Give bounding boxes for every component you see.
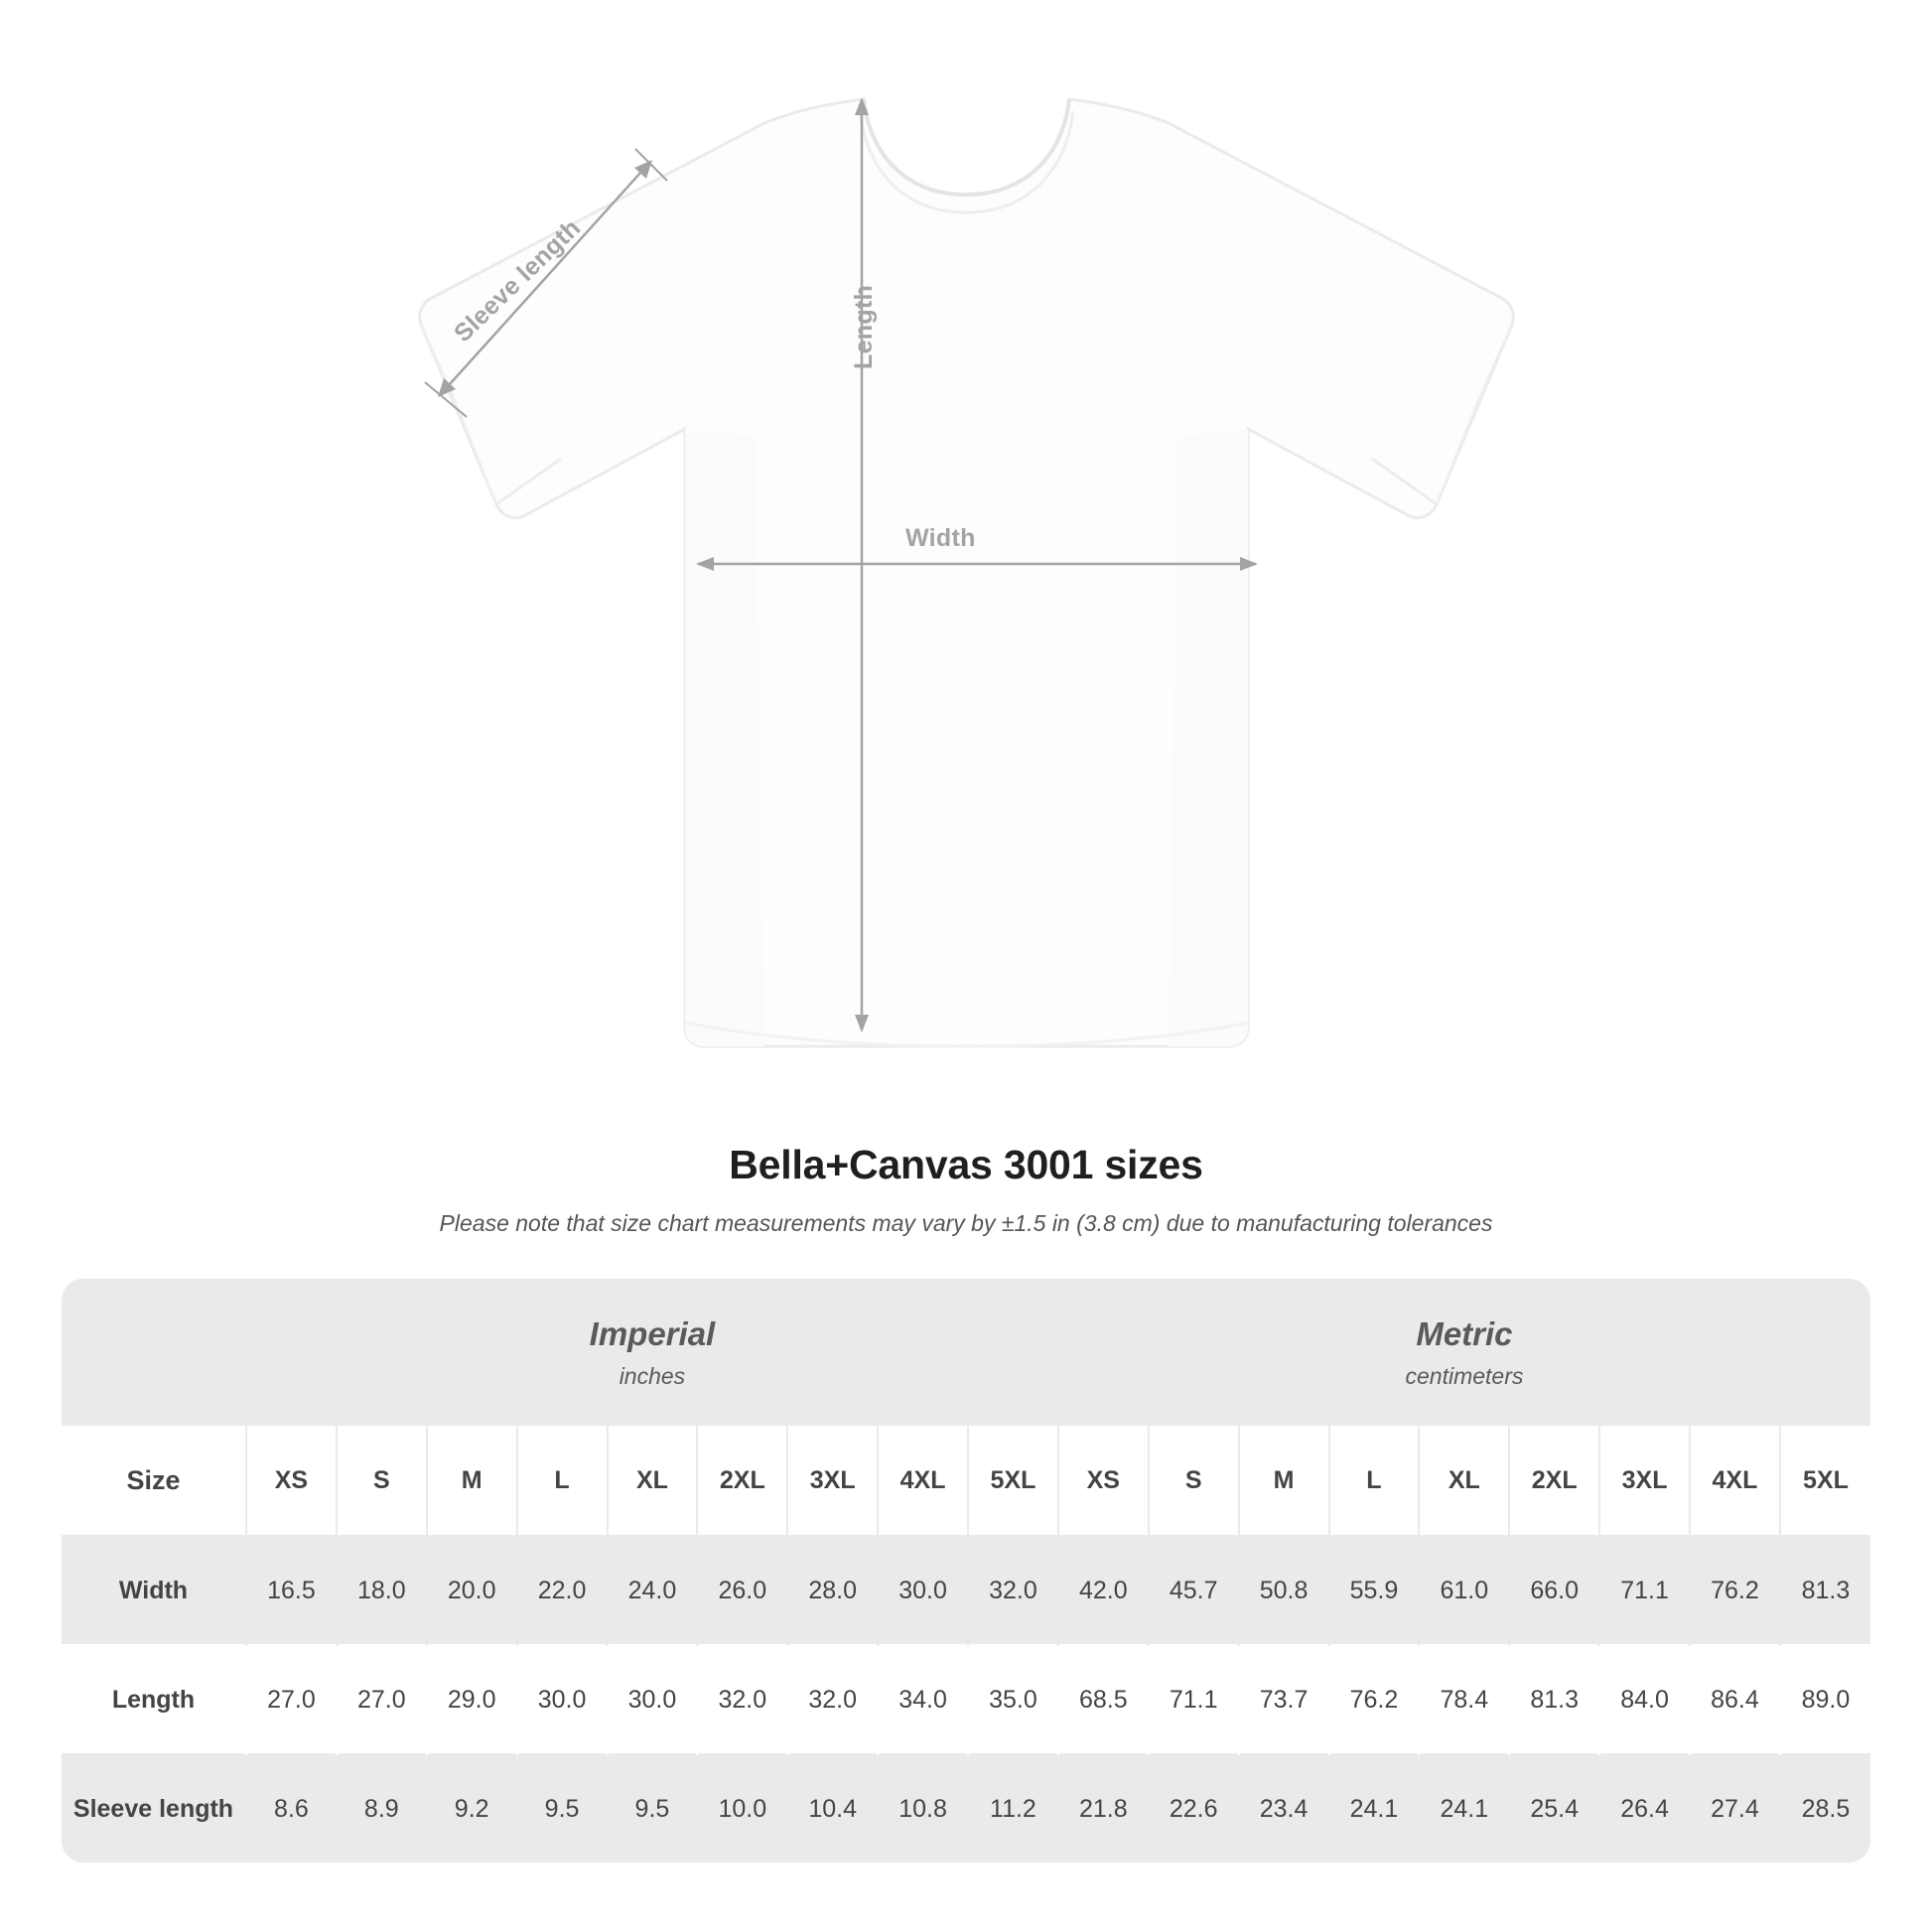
size-column-header: XS xyxy=(246,1426,337,1536)
table-row xyxy=(62,1536,1870,1645)
size-column-header: M xyxy=(1239,1426,1329,1536)
measurement-cell: 68.5 xyxy=(1058,1645,1149,1754)
measurement-cell: 20.0 xyxy=(427,1536,517,1645)
measurement-cell: 35.0 xyxy=(968,1645,1058,1754)
measurement-cell: 78.4 xyxy=(1419,1645,1509,1754)
measurement-cell: 16.5 xyxy=(246,1536,337,1645)
measurement-cell: 73.7 xyxy=(1239,1645,1329,1754)
page-title: Bella+Canvas 3001 sizes xyxy=(729,1142,1203,1187)
size-chart-table xyxy=(62,1279,1870,1863)
row-label: Width xyxy=(62,1536,246,1645)
measurement-cell: 30.0 xyxy=(517,1645,608,1754)
size-column-header: XL xyxy=(1419,1426,1509,1536)
measurement-cell: 24.1 xyxy=(1419,1754,1509,1863)
measurement-cell: 18.0 xyxy=(337,1536,427,1645)
measurement-cell: 24.1 xyxy=(1329,1754,1420,1863)
size-column-header: 4XL xyxy=(878,1426,968,1536)
unit-header-spacer xyxy=(62,1279,246,1426)
measurement-cell: 76.2 xyxy=(1329,1645,1420,1754)
measurement-cell: 81.3 xyxy=(1780,1536,1870,1645)
measurement-cell: 9.2 xyxy=(427,1754,517,1863)
size-column-header: L xyxy=(1329,1426,1420,1536)
size-column-header: 5XL xyxy=(1780,1426,1870,1536)
measurement-cell: 30.0 xyxy=(878,1536,968,1645)
size-column-header: XS xyxy=(1058,1426,1149,1536)
measurement-cell: 61.0 xyxy=(1419,1536,1509,1645)
measurement-cell: 8.6 xyxy=(246,1754,337,1863)
row-label: Length xyxy=(62,1645,246,1754)
measurement-cell: 42.0 xyxy=(1058,1536,1149,1645)
measurement-cell: 25.4 xyxy=(1509,1754,1599,1863)
size-column-header: 3XL xyxy=(1599,1426,1690,1536)
measurement-cell: 34.0 xyxy=(878,1645,968,1754)
measurement-cell: 22.6 xyxy=(1149,1754,1239,1863)
measurement-cell: 32.0 xyxy=(697,1645,787,1754)
unit-group-name: Metric xyxy=(1416,1314,1513,1352)
size-column-header: 2XL xyxy=(697,1426,787,1536)
measurement-cell: 26.4 xyxy=(1599,1754,1690,1863)
measurement-cell: 71.1 xyxy=(1149,1645,1239,1754)
size-column-header: M xyxy=(427,1426,517,1536)
size-column-header: 2XL xyxy=(1509,1426,1599,1536)
measurement-cell: 11.2 xyxy=(968,1754,1058,1863)
measurement-cell: 66.0 xyxy=(1509,1536,1599,1645)
measurement-cell: 81.3 xyxy=(1509,1645,1599,1754)
sleeve-length-dimension-label: Sleeve length xyxy=(449,213,587,348)
measurement-cell: 26.0 xyxy=(697,1536,787,1645)
measurement-cell: 10.0 xyxy=(697,1754,787,1863)
measurement-cell: 89.0 xyxy=(1780,1645,1870,1754)
unit-group-subtitle: inches xyxy=(619,1362,686,1389)
measurement-cell: 24.0 xyxy=(608,1536,698,1645)
row-label: Sleeve length xyxy=(62,1754,246,1863)
measurement-cell: 32.0 xyxy=(968,1536,1058,1645)
unit-group-imperial xyxy=(246,1279,1058,1426)
measurement-cell: 45.7 xyxy=(1149,1536,1239,1645)
unit-header-row xyxy=(62,1279,1870,1426)
size-header-row xyxy=(62,1426,1870,1536)
measurement-cell: 22.0 xyxy=(517,1536,608,1645)
unit-group-subtitle: centimeters xyxy=(1405,1362,1524,1389)
measurement-cell: 50.8 xyxy=(1239,1536,1329,1645)
measurement-cell: 10.4 xyxy=(787,1754,878,1863)
measurement-cell: 10.8 xyxy=(878,1754,968,1863)
table-row xyxy=(62,1754,1870,1863)
size-column-header: S xyxy=(337,1426,427,1536)
tolerance-note: Please note that size chart measurements may vary by ±1.5 in (3.8 cm) due to manufacturing tolerances xyxy=(439,1210,1493,1236)
measurement-cell: 32.0 xyxy=(787,1645,878,1754)
size-column-header: S xyxy=(1149,1426,1239,1536)
measurement-cell: 27.4 xyxy=(1690,1754,1780,1863)
measurement-cell: 29.0 xyxy=(427,1645,517,1754)
size-column-header: XL xyxy=(608,1426,698,1536)
size-column-header: 4XL xyxy=(1690,1426,1780,1536)
measurement-cell: 28.5 xyxy=(1780,1754,1870,1863)
measurement-cell: 9.5 xyxy=(517,1754,608,1863)
title-block xyxy=(0,1142,1932,1237)
measurement-cell: 84.0 xyxy=(1599,1645,1690,1754)
size-column-header: L xyxy=(517,1426,608,1536)
measurement-cell: 76.2 xyxy=(1690,1536,1780,1645)
unit-group-metric xyxy=(1058,1279,1870,1426)
size-column-header: 3XL xyxy=(787,1426,878,1536)
measurement-cell: 21.8 xyxy=(1058,1754,1149,1863)
measurement-cell: 30.0 xyxy=(608,1645,698,1754)
table-row xyxy=(62,1645,1870,1754)
unit-group-name: Imperial xyxy=(589,1314,716,1352)
width-dimension-label: Width xyxy=(905,524,976,552)
size-chart-table-wrapper xyxy=(62,1279,1870,1863)
measurement-cell: 23.4 xyxy=(1239,1754,1329,1863)
measurement-cell: 27.0 xyxy=(246,1645,337,1754)
measurement-cell: 8.9 xyxy=(337,1754,427,1863)
measurement-cell: 86.4 xyxy=(1690,1645,1780,1754)
measurement-cell: 71.1 xyxy=(1599,1536,1690,1645)
measurement-cell: 28.0 xyxy=(787,1536,878,1645)
measurement-cell: 55.9 xyxy=(1329,1536,1420,1645)
size-column-header: 5XL xyxy=(968,1426,1058,1536)
tshirt-shape xyxy=(420,99,1514,1046)
measurement-cell: 27.0 xyxy=(337,1645,427,1754)
length-dimension-label: Length xyxy=(850,284,878,369)
size-header-label: Size xyxy=(62,1426,246,1536)
measurement-cell: 9.5 xyxy=(608,1754,698,1863)
